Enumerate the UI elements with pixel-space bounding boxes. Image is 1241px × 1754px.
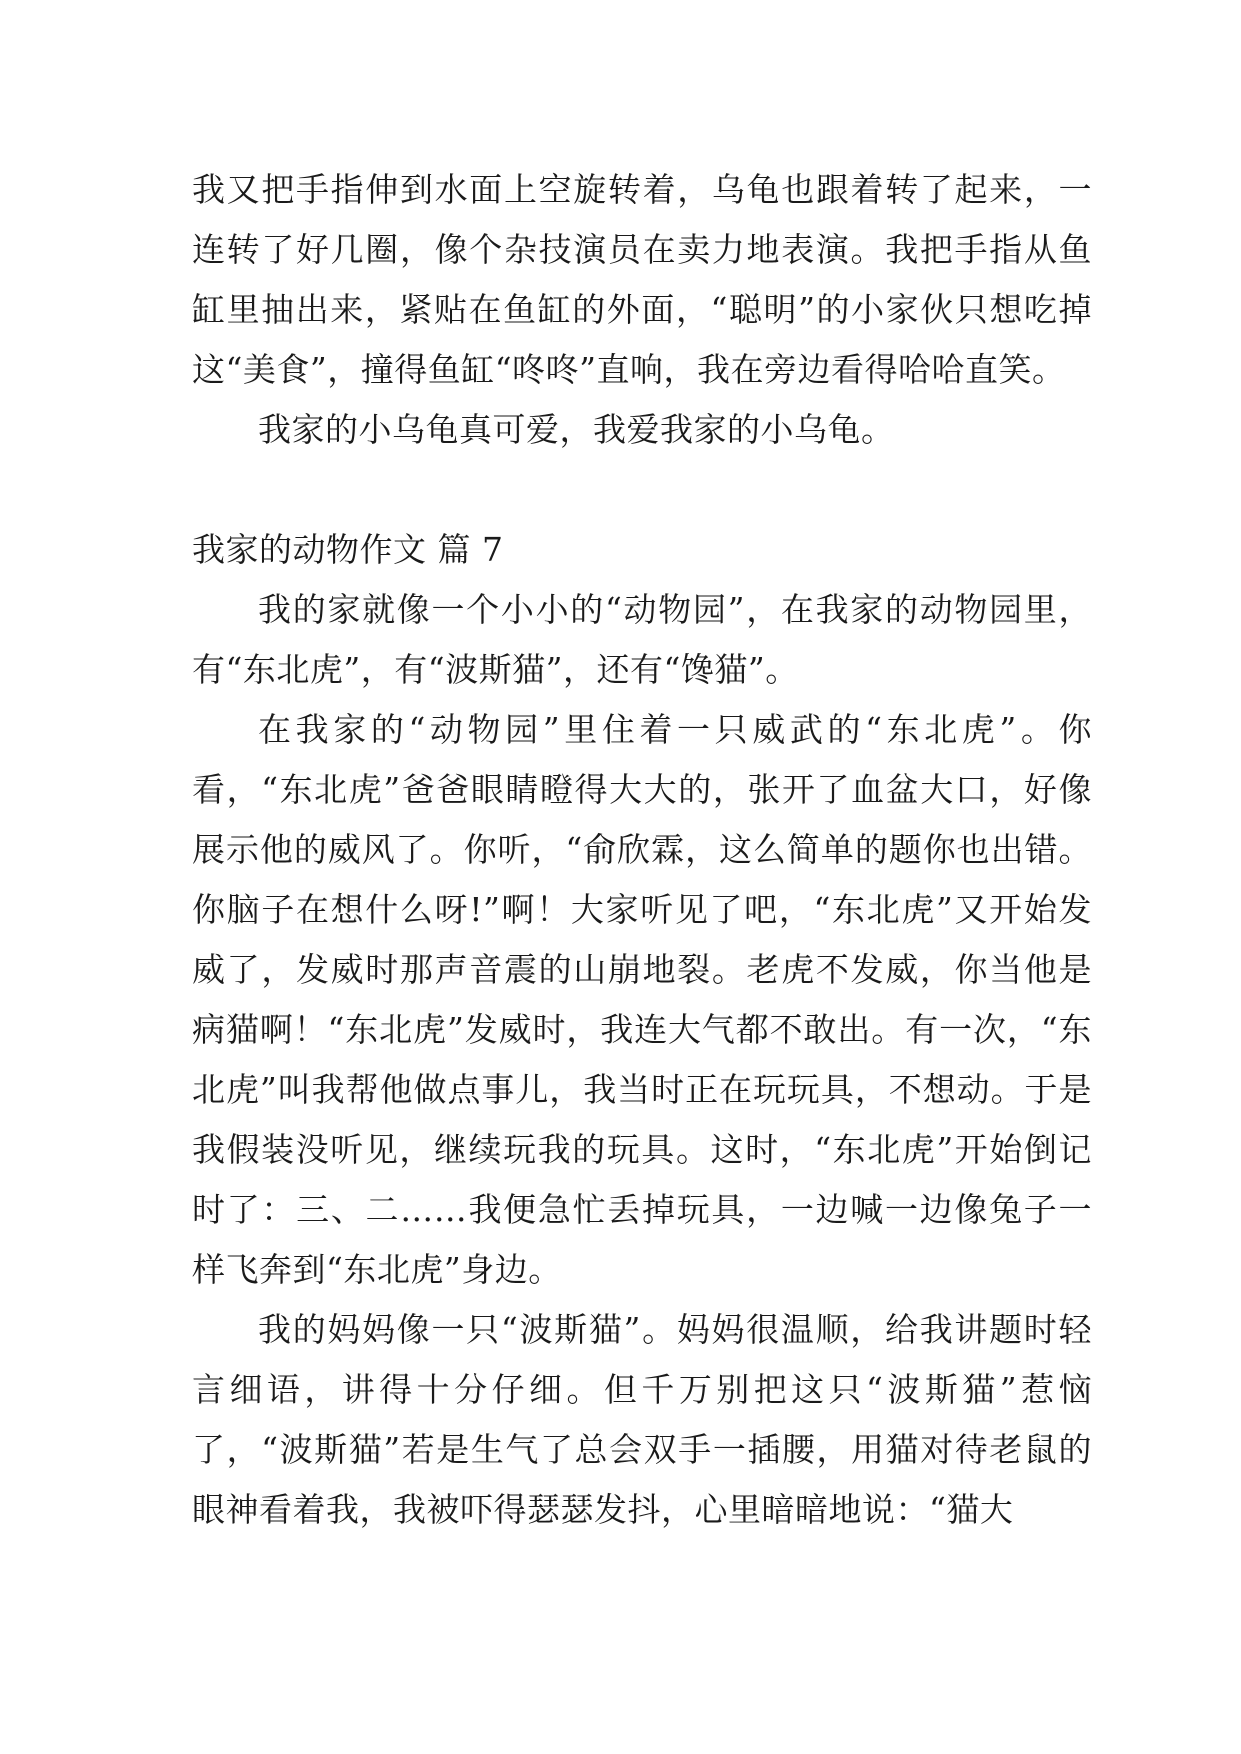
paragraph-tiger-dad: 在我家的“动物园”里住着一只威武的“东北虎”。你看，“东北虎”爸爸眼睛瞪得大大的，张开了血盆大口，好像展示他的威风了。你听，“俞欣霖，这么简单的题你也出错。你脑子在想什么呀!”啊！大家听见了吧，“东北虎”又开始发威了，发威时那声音震的山崩地裂。老虎不发威，你当他是病猫啊！“东北虎”发威时，我连大气都不敢出。有一次，“东北虎”叫我帮他做点事儿，我当时正在玩玩具，不想动。于是我假装没听见，继续玩我的玩具。这时，“东北虎”开始倒记时了：三、二……我便急忙丢掉玩具，一边喊一边像兔子一样飞奔到“东北虎”身边。 [192,710,1092,1289]
paragraph-turtle-conclusion: 我家的小乌龟真可爱，我爱我家的小乌龟。 [258,410,895,449]
paragraph-persian-cat-mom: 我的妈妈像一只“波斯猫”。妈妈很温顺，给我讲题时轻言细语，讲得十分仔细。但千万别把这只“波斯猫”惹恼了，“波斯猫”若是生气了总会双手一插腰，用猫对待老鼠的眼神看着我，我被吓得瑟瑟发抖，心里暗暗地说：“猫大 [192,1310,1092,1529]
paragraph-turtle-spin: 我又把手指伸到水面上空旋转着，乌龟也跟着转了起来，一连转了好几圈，像个杂技演员在卖力地表演。我把手指从鱼缸里抽出来，紧贴在鱼缸的外面，“聪明”的小家伙只想吃掉这“美食”，撞得鱼缸“咚咚”直响，我在旁边看得哈哈直笑。 [192,170,1092,389]
document-body [192,160,1092,1540]
paragraph-zoo-intro: 我的家就像一个小小的“动物园”，在我家的动物园里，有“东北虎”，有“波斯猫”，还有“馋猫”。 [192,590,1092,689]
section-heading: 我家的动物作文 篇 7 [192,530,504,569]
